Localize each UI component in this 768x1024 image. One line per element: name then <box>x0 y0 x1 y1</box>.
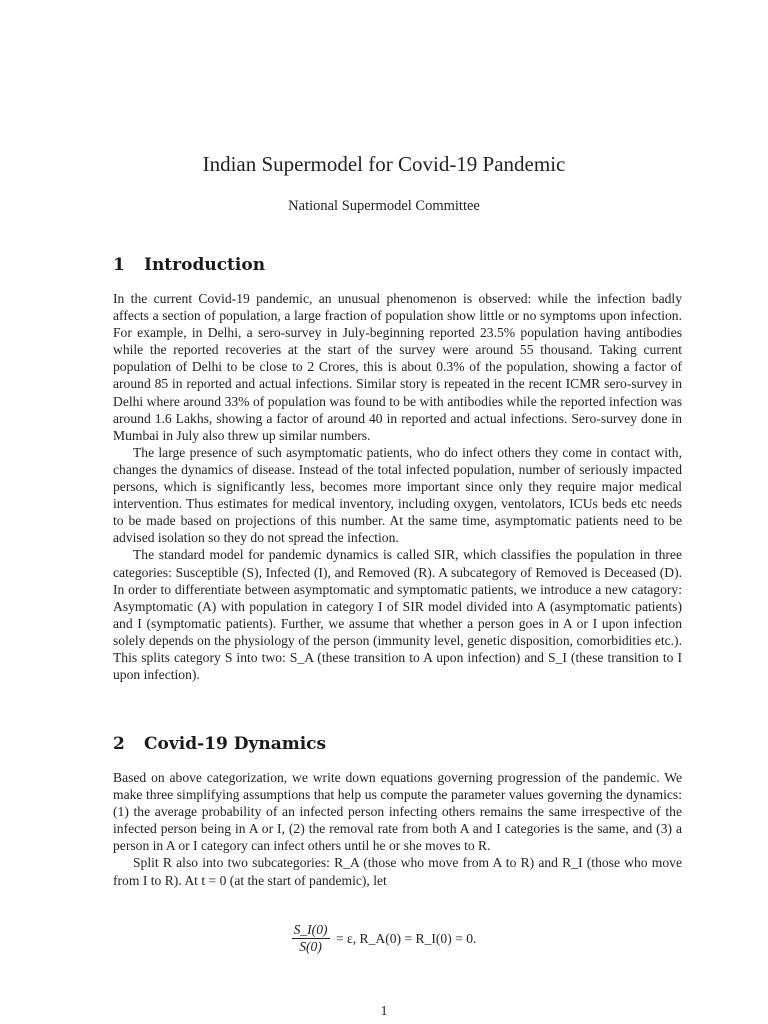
paper-author: National Supermodel Committee <box>288 198 480 214</box>
section-title: Introduction <box>144 255 266 275</box>
section-number: 1 <box>113 255 125 275</box>
display-equation <box>0 922 768 955</box>
section-body-covid-dynamics <box>113 769 682 889</box>
paragraph: The large presence of such asymptomatic patients, who do infect others they come in contact with, changes the dynamics of disease. Instead of the total infected population, number of seriously impacted persons, which is significantly less, becomes more important since only they require major medical intervention. Thus estimates for medical inventory, including oxygen, ventolators, ICUs beds etc needs to be made based on projections of this number. At the same time, asymptomatic patients need to be advised isolation so they do not spread the infection. <box>113 444 682 546</box>
section-body-introduction <box>113 290 682 683</box>
equation-remainder: = ε, R_A(0) = R_I(0) = 0. <box>335 930 477 946</box>
section-heading-introduction <box>113 255 265 275</box>
paragraph: In the current Covid-19 pandemic, an unusual phenomenon is observed: while the infection badly affects a section of population, a large fraction of population show little or no symptoms upon infection. For example, in Delhi, a sero-survey in July-beginning reported 23.5% population having antibodies while the reported recoveries at the start of the survey were around 55 thousand. Taking current population of Delhi to be close to 2 Crores, this is about 0.3% of the population, showing a factor of around 85 in reported and actual infections. Similar story is repeated in the recent ICMR sero-survey in Delhi where around 33% of population was found to be with antibodies while the reported infection was around 1.6 Lakhs, showing a factor of around 40 in reported and actual infections. Sero-survey done in Mumbai in July also threw up similar numbers. <box>113 291 682 443</box>
fraction <box>292 922 330 955</box>
paper-title: Indian Supermodel for Covid-19 Pandemic <box>202 152 566 176</box>
section-heading-covid-dynamics <box>113 734 326 754</box>
section-title: Covid-19 Dynamics <box>144 734 327 754</box>
page-number: 1 <box>380 1003 388 1018</box>
paragraph: Based on above categorization, we write down equations governing progression of the pandemic. We make three simplifying assumptions that help us compute the parameter values governing the dynamics: (1) the average probability of an infected person infecting others remains the same irrespective of the infected person being in A or I, (2) the removal rate from both A and I categories is the same, and (3) a person in A or I category can infect others until he or she moves to R. <box>113 770 682 854</box>
paragraph: Split R also into two subcategories: R_A (those who move from A to R) and R_I (those who move from I to R). At t = 0 (at the start of pandemic), let <box>113 855 682 888</box>
fraction-numerator: S_I(0) <box>293 922 328 937</box>
fraction-denominator: S(0) <box>299 939 322 954</box>
section-number: 2 <box>113 734 125 754</box>
paragraph: The standard model for pandemic dynamics is called SIR, which classifies the population in three categories: Susceptible (S), Infected (I), and Removed (R). A subcategory of Removed is Deceased (D). In order to differentiate between asymptomatic and symptomatic patients, we introduce a new catagory: Asymptomatic (A) with population in category I of SIR model divided into A (asymptomatic patients) and I (symptomatic patients). Further, we assume that whether a person goes in A or I upon infection solely depends on the physiology of the person (immunity level, genetic disposition, comorbidities etc.). This splits category S into two: S_A (these transition to A upon infection) and S_I (these transition to I upon infection). <box>113 547 682 683</box>
